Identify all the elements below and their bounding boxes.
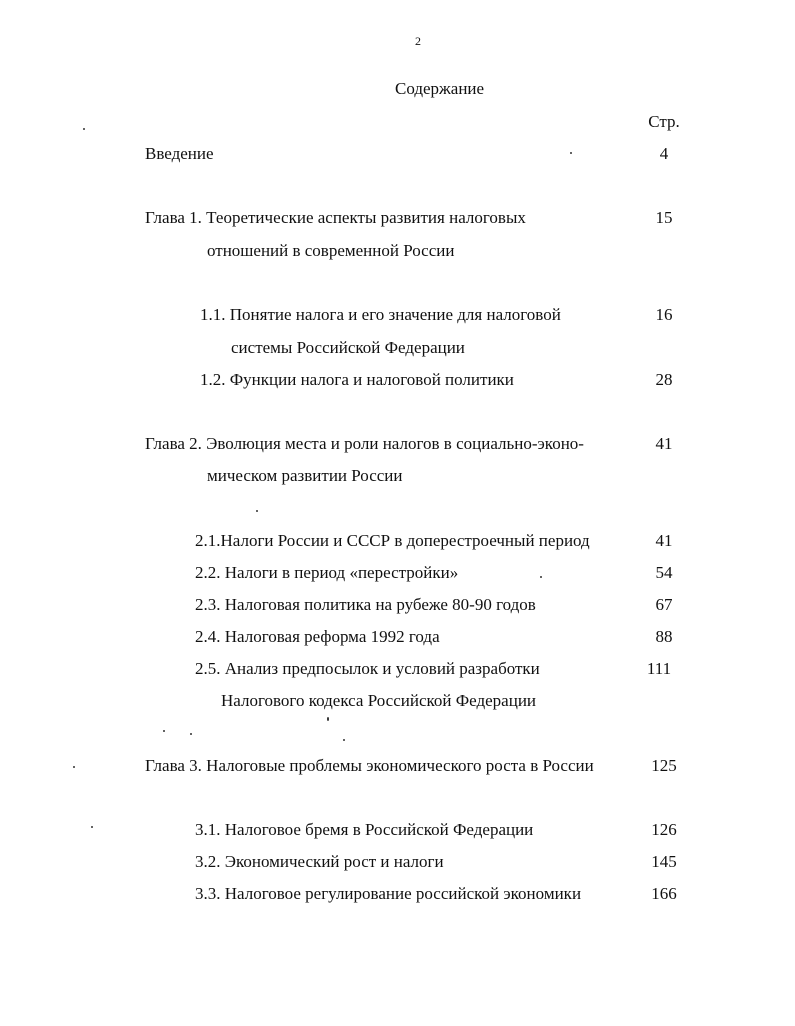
toc-page-section-2-4: 88	[655, 627, 673, 646]
toc-page-section-2-1: 41	[655, 531, 673, 550]
page-number: 2	[415, 34, 421, 48]
toc-page-section-3-1: 126	[651, 820, 677, 839]
toc-page-introduction: 4	[659, 144, 669, 163]
toc-entry-section-1-2: 1.2. Функции налога и налоговой политики	[200, 370, 514, 389]
scan-speck	[343, 739, 345, 741]
toc-page-chapter-3: 125	[651, 756, 677, 775]
toc-entry-section-2-4: 2.4. Налоговая реформа 1992 года	[195, 627, 440, 646]
page-title: Содержание	[395, 79, 485, 98]
toc-page-chapter-1: 15	[655, 208, 673, 227]
scan-speck	[570, 152, 572, 154]
toc-page-section-2-5: 111	[646, 659, 672, 678]
scan-speck	[73, 766, 75, 768]
toc-entry-introduction: Введение	[145, 144, 214, 163]
scan-speck	[190, 733, 192, 735]
toc-entry-chapter-3: Глава 3. Налоговые проблемы экономического роста в России	[145, 756, 594, 775]
toc-entry-chapter-2: Глава 2. Эволюция места и роли налогов в социально-эконо-	[145, 434, 584, 453]
toc-page-section-1-2: 28	[655, 370, 673, 389]
toc-entry-chapter-2-cont: мическом развитии России	[207, 466, 403, 485]
toc-entry-section-3-3: 3.3. Налоговое регулирование российской экономики	[195, 884, 582, 903]
toc-page-section-3-3: 166	[651, 884, 677, 903]
scan-speck	[91, 826, 93, 828]
toc-page-chapter-2: 41	[655, 434, 673, 453]
toc-entry-section-2-1: 2.1.Налоги России и СССР в доперестроечный период	[195, 531, 590, 550]
toc-page-section-2-3: 67	[655, 595, 673, 614]
toc-entry-chapter-1: Глава 1. Теоретические аспекты развития налоговых	[145, 208, 526, 227]
toc-page-section-3-2: 145	[651, 852, 677, 871]
toc-page-section-2-2: 54	[655, 563, 673, 582]
scan-speck	[83, 128, 85, 130]
toc-entry-section-2-3: 2.3. Налоговая политика на рубеже 80-90 годов	[195, 595, 536, 614]
toc-page-section-1-1: 16	[655, 305, 673, 324]
toc-entry-section-3-1: 3.1. Налоговое бремя в Российской Федерации	[195, 820, 534, 839]
scan-speck	[327, 717, 329, 721]
scan-speck	[256, 510, 258, 512]
page-column-header: Стр.	[648, 112, 680, 131]
toc-entry-section-2-2: 2.2. Налоги в период «перестройки»	[195, 563, 459, 582]
toc-entry-section-3-2: 3.2. Экономический рост и налоги	[195, 852, 444, 871]
toc-entry-chapter-1-cont: отношений в современной России	[207, 241, 455, 260]
toc-entry-section-2-5-cont: Налогового кодекса Российской Федерации	[221, 691, 537, 710]
toc-entry-section-2-5: 2.5. Анализ предпосылок и условий разработки	[195, 659, 540, 678]
scan-speck	[540, 576, 542, 578]
toc-entry-section-1-1: 1.1. Понятие налога и его значение для налоговой	[200, 305, 561, 324]
toc-entry-section-1-1-cont: системы Российской Федерации	[231, 338, 465, 357]
scan-speck	[163, 730, 165, 732]
